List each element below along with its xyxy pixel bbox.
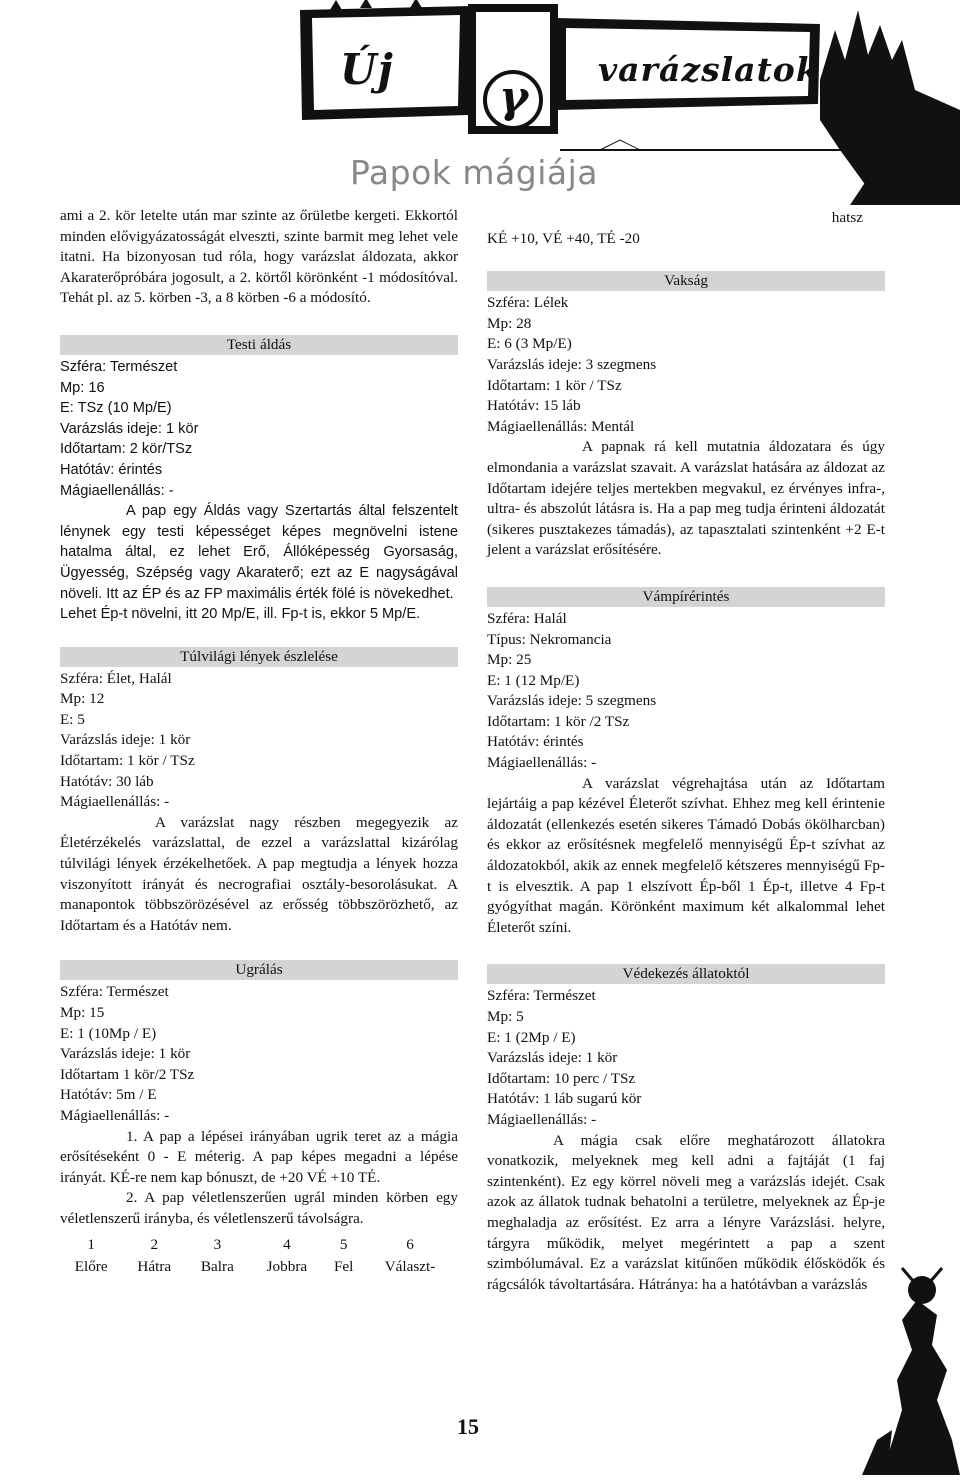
stat-line: Mp: 16 <box>60 379 105 396</box>
banner-word-uj: Új <box>340 45 394 94</box>
stat-line: Mp: 25 <box>487 651 532 669</box>
spell-stats-tulvilagi-lenyek <box>60 669 458 813</box>
spell-description: A pap egy Áldás vagy Szertartás által felszentelt lénynek egy testi képességet képes megnövelni istene hatalma által, ez lehet Erő, Állóképesség Gyorsaság, Ügyesség, Szépség vagy Akaraterő; ezt az E nagyságával növeli. Itt az ÉP és az FP maximális érték fölé is növekedhet. <box>60 503 458 602</box>
section-heading-testi-aldas: Testi áldás <box>60 335 458 355</box>
spell-stats-ugralas <box>60 982 458 1126</box>
stat-line: Időtartam: 1 kör / TSz <box>60 752 195 770</box>
spell-stats-vampirerintes <box>487 609 885 774</box>
stat-line: Időtartam: 1 kör / TSz <box>487 376 622 394</box>
stat-line: Mp: 12 <box>60 690 105 708</box>
stat-line: E: TSz (10 Mp/E) <box>60 400 172 417</box>
section-heading-vaksag: Vakság <box>487 271 885 291</box>
stat-line: Típus: Nekromancia <box>487 630 612 648</box>
stat-line: Hatótáv: 5m / E <box>60 1086 157 1104</box>
direction-name: Jobbra <box>266 1257 308 1275</box>
stat-line: Időtartam: 2 kör/TSz <box>60 441 193 458</box>
stat-line: E: 1 (10Mp / E) <box>60 1024 157 1042</box>
stat-line: Mp: 5 <box>487 1008 524 1025</box>
stat-line: Varázslás ideje: 1 kör <box>60 420 199 437</box>
stat-line: Hatótáv: érintés <box>487 733 584 751</box>
stat-line: Mágiaellenállás: - <box>60 793 170 811</box>
stat-line: Varázslás ideje: 1 kör <box>487 1049 618 1067</box>
direction-number: 5 <box>339 1235 348 1253</box>
direction-table <box>60 1234 458 1278</box>
stat-line: Mágiaellenállás: - <box>60 1106 170 1124</box>
stat-line: Mp: 28 <box>487 314 532 332</box>
stat-line: E: 6 (3 Mp/E) <box>487 335 572 353</box>
stat-line: Időtartam: 10 perc / TSz <box>487 1069 636 1087</box>
banner-symbol: γ <box>499 72 529 123</box>
right-column <box>487 208 885 1295</box>
spell-option-1: 1. A pap a lépései irányában ugrik teret az a mágia erősítéseként 0 - E méterig. A pap képes megadni a lépése irányát. KÉ-re nem kap bónuszt, de +20 VÉ +10 TÉ. <box>60 1127 458 1186</box>
stat-line: Mágiaellenállás: Mentál <box>487 417 635 435</box>
spell-description-extra: Lehet Ép-t növelni, itt 20 Mp/E, ill. Fp-t is, ekkor 5 Mp/E. <box>60 606 421 623</box>
stat-line: Hatótáv: 30 láb <box>60 772 154 790</box>
spell-stats-vedekezes-allatoktol <box>487 986 885 1130</box>
section-heading-vampirerintes: Vámpírérintés <box>487 587 885 607</box>
stat-line: Varázslás ideje: 3 szegmens <box>487 355 657 373</box>
stat-line: Mágiaellenállás: - <box>60 482 174 499</box>
direction-name: Hátra <box>137 1257 172 1275</box>
stat-line: Szféra: Lélek <box>487 294 569 312</box>
intro-paragraph: ami a 2. kör letelte után mar szinte az őrületbe kergeti. Ekkortól minden elővigyázatosságát elveszti, szinte barmit meg lehet vele itatni. Ha bizonyosan tud róla, hogy varázslat áldozata, akkor Akaraterőpróbára jogosult, a 2. körtől körönként -1 módosítóval. Tehát pl. az 5. körben -3, a 8 körben -6 a módosító. <box>60 207 458 307</box>
direction-name: Választ- <box>384 1257 436 1275</box>
direction-number: 1 <box>87 1235 95 1253</box>
spell-description: A varázslat végrehajtása után az Időtartam lejártáig a pap kézével Életerőt szívhat. Ehhez meg kell érintenie áldozatát (ellenkezés esetén sikeres Támadó Dobás ökölharcban) és ekkor az erősítésnek megfelelő mennyiségű Ép-t szívhat az áldozatokból, akik az ennek megfelelő kétszeres mennyiségű Fp-t is elvesztik. A pap 1 elszívott Ép-ből 1 Ép-t, illetve 4 Fp-t gyógyíthat magán. Körönként maximum két alkalommal lehet Életerőt színi. <box>487 774 885 936</box>
skeleton-decoration <box>842 1260 960 1480</box>
stat-line: Időtartam: 1 kör /2 TSz <box>487 712 630 730</box>
stat-line: Mágiaellenállás: - <box>487 1110 597 1128</box>
spell-stats-testi-aldas <box>60 357 458 501</box>
direction-numbers-row <box>60 1234 458 1256</box>
continued-line: KÉ +10, VÉ +40, TÉ -20 <box>487 229 640 247</box>
section-heading-ugralas: Ugrálás <box>60 960 458 980</box>
direction-name: Fel <box>333 1257 354 1275</box>
stat-line: Varázslás ideje: 1 kör <box>60 731 191 749</box>
direction-number: 4 <box>283 1235 291 1253</box>
banner-word-varazslatok: varázslatok <box>598 50 820 89</box>
direction-number: 6 <box>406 1235 414 1253</box>
stat-line: Mp: 15 <box>60 1004 105 1021</box>
direction-number: 3 <box>213 1235 222 1253</box>
spell-stats-vaksag <box>487 293 885 437</box>
stat-line: Időtartam 1 kör/2 TSz <box>60 1065 195 1083</box>
spell-description: A papnak rá kell mutatnia áldozatara és úgy elmondania a varázslat szavait. A varázslat hatására az áldozat az Időtartam idejére teljes mertekben megvakul, ez érvényes infra-, ultra- és abszolút látásra is. Ha a pap meg tudja érinteni áldozatát (sikeres pusztakezes támadás), az tapasztalati szintenként +2 E-t jelent a varázslat erősítésére. <box>487 438 885 559</box>
stat-line: Mágiaellenállás: - <box>487 754 597 772</box>
continued-word: hatsz <box>831 209 863 226</box>
section-heading-tulvilagi-lenyek: Túlvilági lények észlelése <box>60 647 458 667</box>
stat-line: Varázslás ideje: 5 szegmens <box>487 692 657 710</box>
left-column <box>60 206 458 1278</box>
spell-option-2: 2. A pap véletlenszerűen ugrál minden körben egy véletlenszerű irányba, és véletlenszerű távolságra. <box>60 1189 458 1227</box>
spell-description: A varázslat nagy részben megegyezik az Életérzékelés varázslattal, de ezzel a varázslattal kizárólag túlvilági lények érzékelhetőek. A pap megtudja a lények hozza viszonyított irányát és necrografiai osztály-besorolásukat. A manapontok többszörözésével az erősség többszörözhető, az Időtartam és a Hatótáv nem. <box>60 813 458 934</box>
spell-description: A mágia csak előre meghatározott állatokra vonatkozik, melyeknek meg kell adni a fajtáját (1 faj szintenként). Ez egy körrel növeli meg a varázslás idejét. Csak azok az állatok tudnak behatolni a területre, melyeknek az Ép-je meghaladja az erősítést. Ez arra a lényre Varázslási. helyre, tárgyra működik, melyet megérintett a pap a szent szimbólumával. Ez a varázslat kitűnően működik élősködők és rágcsálók távoltartására. Hátránya: ha a hatótávban a varázslás <box>487 1131 885 1293</box>
section-heading-vedekezes-allatoktol: Védekezés állatoktól <box>487 964 885 984</box>
stat-line: E: 5 <box>60 710 85 728</box>
stat-line: E: 1 (2Mp / E) <box>487 1028 576 1046</box>
direction-name: Előre <box>74 1257 108 1275</box>
stat-line: Hatótáv: érintés <box>60 461 163 478</box>
stat-line: Hatótáv: 1 láb sugarú kör <box>487 1090 642 1108</box>
stat-line: Szféra: Természet <box>487 987 596 1005</box>
stat-line: E: 1 (12 Mp/E) <box>487 671 580 689</box>
direction-names-row <box>60 1256 458 1278</box>
stat-line: Szféra: Természet <box>60 983 169 1001</box>
stat-line: Szféra: Természet <box>60 358 178 375</box>
page-number: 15 <box>457 1414 479 1439</box>
stat-line: Szféra: Élet, Halál <box>60 669 172 687</box>
stat-line: Varázslás ideje: 1 kör <box>60 1045 191 1063</box>
direction-number: 2 <box>150 1235 159 1253</box>
stat-line: Szféra: Halál <box>487 609 567 627</box>
direction-name: Balra <box>200 1257 234 1275</box>
page-title: Papok mágiája <box>350 153 598 192</box>
stat-line: Hatótáv: 15 láb <box>487 397 581 415</box>
